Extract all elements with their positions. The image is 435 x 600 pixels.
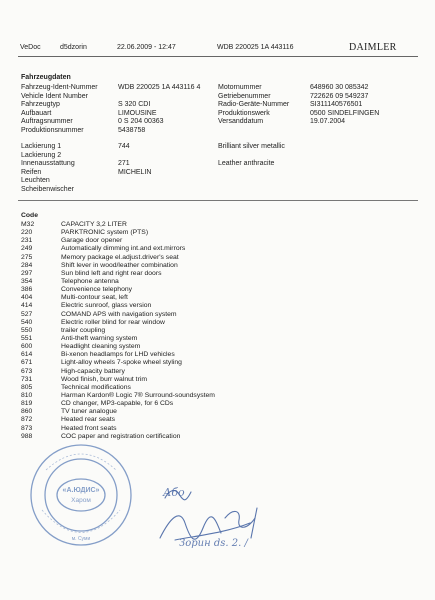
option-code: 249 <box>21 245 33 253</box>
stamp-center-line-2: Харом <box>71 497 91 504</box>
desc-interior: Leather anthracite <box>218 160 275 167</box>
option-desc: Garage door opener <box>61 237 123 245</box>
option-desc: Electric roller blind for rear window <box>61 318 165 326</box>
option-desc: Shift lever in wood/leather combination <box>61 261 178 269</box>
label-wipers: Scheibenwischer <box>21 185 74 193</box>
option-code: 614 <box>21 351 33 359</box>
option-code: M32 <box>21 221 35 228</box>
code-paint-1: 744 <box>118 143 130 150</box>
value-vin <box>118 93 200 102</box>
stamp-center-line-1: «А.ЮДИС» <box>62 487 100 494</box>
option-code: 872 <box>21 416 33 424</box>
label-plant: Produktionswerk <box>218 109 270 117</box>
label-lights: Leuchten <box>21 177 50 184</box>
option-code: 550 <box>21 326 33 334</box>
desc-lights <box>218 177 285 186</box>
option-code: 386 <box>21 286 33 294</box>
label-engine: Motornummer <box>218 84 262 91</box>
desc-wipers <box>218 186 285 195</box>
user-id: d5dzorin <box>60 44 87 51</box>
label-transmission: Getriebenummer <box>218 92 271 100</box>
stamp-bottom-text: м. Суми <box>71 536 91 542</box>
option-code: 354 <box>21 277 33 285</box>
option-desc: Multi-contour seat, left <box>61 294 128 302</box>
header-rule <box>18 56 418 57</box>
option-code: 297 <box>21 269 33 277</box>
option-desc: Light-alloy wheels 7-spoke wheel styling <box>61 359 182 367</box>
signature-text-1: Або <box>163 486 185 499</box>
option-desc: Bi-xenon headlamps for LHD vehicles <box>61 351 175 359</box>
option-desc: Anti-theft warning system <box>61 334 138 342</box>
value-radio: SI311140576501 <box>310 101 363 108</box>
label-type: Fahrzeugtyp <box>21 101 60 108</box>
option-code: 220 <box>21 229 33 237</box>
option-code: 414 <box>21 302 33 310</box>
option-code: 600 <box>21 343 33 351</box>
value-production: 5438758 <box>118 126 146 134</box>
option-desc: Harman Kardon® Logic 7® Surround-soundsystem <box>61 391 215 399</box>
section-rule <box>18 200 418 201</box>
option-code: 540 <box>21 318 33 326</box>
code-column-header: Code <box>21 212 38 219</box>
option-desc: TV tuner analogue <box>61 408 117 416</box>
option-code: 671 <box>21 359 33 367</box>
value-transmission: 722626 09 549237 <box>310 92 369 100</box>
option-code: 860 <box>21 408 33 416</box>
option-code: 673 <box>21 367 33 375</box>
option-desc: CD changer, MP3-capable, for 6 CDs <box>61 400 174 408</box>
stamp-rings <box>31 445 131 545</box>
label-order: Auftragsnummer <box>21 118 73 125</box>
option-desc: Technical modifications <box>61 383 131 391</box>
brand-logo: DAIMLER <box>349 42 397 53</box>
company-stamp <box>26 440 136 555</box>
option-desc: Sun blind left and right rear doors <box>61 269 162 277</box>
option-desc: Convenience telephony <box>61 286 133 294</box>
handwritten-signature <box>155 478 275 563</box>
value-plant: 0500 SINDELFINGEN <box>310 109 380 117</box>
option-code: 873 <box>21 424 33 432</box>
label-shipping: Versanddatum <box>218 118 264 125</box>
vehicle-left-values <box>118 84 200 135</box>
equipment-labels <box>21 143 75 194</box>
label-fin: Fahrzeug-Ident-Nummer <box>21 84 98 91</box>
option-desc: Wood finish, burr walnut trim <box>61 375 147 383</box>
label-body: Aufbauart <box>21 109 52 117</box>
equipment-descriptions <box>218 143 285 194</box>
system-name: VeDoc <box>20 44 41 51</box>
vehicle-right-labels <box>218 84 289 127</box>
value-type: S 320 CDI <box>118 101 151 108</box>
option-code: 527 <box>21 310 33 318</box>
value-shipping: 19.07.2004 <box>310 118 346 125</box>
code-interior: 271 <box>118 160 130 167</box>
option-desc: Electric sunroof, glass version <box>61 302 152 310</box>
option-desc: CAPACITY 3,2 LITER <box>61 221 127 228</box>
section-title-vehicle: Fahrzeugdaten <box>21 74 71 81</box>
option-code: 819 <box>21 400 33 408</box>
option-code: 805 <box>21 383 33 391</box>
option-desc: Automatically dimming int.and ext.mirrors <box>61 245 186 253</box>
option-code: 284 <box>21 261 33 269</box>
option-desc: Heated rear seats <box>61 416 116 424</box>
label-production: Produktionsnummer <box>21 126 84 134</box>
option-desc: Headlight cleaning system <box>61 343 141 351</box>
print-datetime: 22.06.2009 - 12:47 <box>117 44 176 51</box>
option-code: 988 <box>21 432 33 440</box>
desc-paint-2 <box>218 152 285 161</box>
code-lights <box>118 177 151 186</box>
option-code: 404 <box>21 294 33 302</box>
option-desc: COMAND APS with navigation system <box>61 310 177 318</box>
label-vin: Vehicle Ident Number <box>21 92 88 100</box>
value-engine: 648960 30 085342 <box>310 84 369 91</box>
value-order: 0 S 204 00363 <box>118 118 164 125</box>
option-desc: PARKTRONIC system (PTS) <box>61 229 149 237</box>
equipment-codes <box>118 143 151 194</box>
code-paint-2 <box>118 152 151 161</box>
desc-paint-1: Brilliant silver metallic <box>218 143 285 150</box>
option-desc: COC paper and registration certification <box>61 432 181 440</box>
code-tyres: MICHELIN <box>118 168 152 176</box>
code-wipers <box>118 186 151 195</box>
option-code: 731 <box>21 375 33 383</box>
option-code: 275 <box>21 253 33 261</box>
vehicle-right-values <box>310 84 379 127</box>
label-interior: Innenausstattung <box>21 160 75 167</box>
option-code: 231 <box>21 237 33 245</box>
value-fin: WDB 220025 1A 443116 4 <box>118 84 201 91</box>
value-body: LIMOUSINE <box>118 109 157 117</box>
label-paint-1: Lackierung 1 <box>21 143 62 150</box>
header-vin: WDB 220025 1A 443116 <box>217 44 294 51</box>
signature-text-2: Зорин ds. 2. / <box>179 538 248 549</box>
option-desc: Telephone antenna <box>61 277 119 285</box>
option-desc: Heated front seats <box>61 424 117 432</box>
vehicle-left-labels <box>21 84 98 135</box>
option-code: 810 <box>21 391 33 399</box>
option-desc: trailer coupling <box>61 326 106 334</box>
option-desc: Memory package el.adjust.driver's seat <box>61 253 179 261</box>
desc-tyres <box>218 169 285 178</box>
option-desc: High-capacity battery <box>61 367 125 375</box>
label-paint-2: Lackierung 2 <box>21 151 62 159</box>
label-radio: Radio-Geräte-Nummer <box>218 101 290 108</box>
label-tyres: Reifen <box>21 168 42 176</box>
option-code: 551 <box>21 334 33 342</box>
